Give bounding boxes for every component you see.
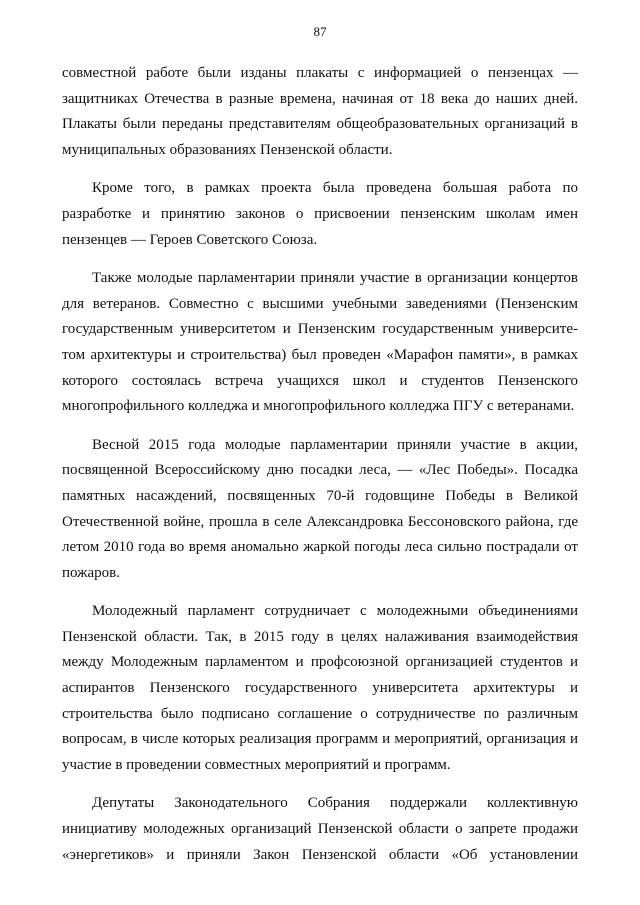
paragraph	[62, 433, 578, 587]
text-line: «энергетиков» и приняли Закон Пензенской области «Об установлении	[62, 846, 578, 863]
paragraph	[62, 791, 578, 868]
text-line: совместной работе были изданы плакаты с информацией о пензенцах —	[62, 65, 578, 81]
text-line: вопросам, в числе которых реализация программ и мероприятий, организация и	[62, 731, 578, 748]
text-line: Пензенской области. Так, в 2015 году в целях налаживания взаимодействия	[62, 628, 578, 645]
text-line: пожаров.	[62, 564, 121, 581]
text-line: муниципальных образованиях Пензенской области.	[62, 141, 393, 158]
text-line: защитниках Отечества в разные времена, начиная от 18 века до наших дней.	[62, 90, 578, 107]
text-line: посвященной Всероссийскому дню посадки леса, — «Лес Победы». Посадка	[62, 462, 578, 479]
text-line: памятных насаждений, посвященных 70-й годовщине Победы в Великой	[62, 487, 578, 504]
text-line: Отечественной войне, прошла в селе Александровка Бессоновского района, где	[62, 513, 578, 530]
paragraph	[62, 61, 578, 163]
text-line: том архитектуры и строительства) был проведен «Марафон памяти», в рамках	[62, 346, 578, 363]
text-line: пензенцев — Героев Советского Союза.	[62, 231, 318, 248]
page-number: 87	[313, 24, 327, 39]
text-line: инициативу молодежных организаций Пензенской области о запрете продажи	[62, 821, 578, 838]
text-line: Весной 2015 года молодые парламентарии приняли участие в акции,	[92, 436, 578, 453]
text-line: Депутаты Законодательного Собрания поддержали коллективную	[92, 795, 578, 812]
text-line: для ветеранов. Совместно с высшими учебными заведениями (Пензенским	[62, 295, 578, 312]
text-line: летом 2010 года во время аномально жаркой погоды леса сильно пострадали от	[62, 539, 578, 556]
text-line: Молодежный парламент сотрудничает с молодежными объединениями	[92, 603, 578, 620]
text-line: аспирантов Пензенского государственного университета архитектуры и	[62, 680, 578, 697]
text-line: между Молодежным парламентом и профсоюзной организацией студентов и	[62, 654, 578, 671]
text-line: Плакаты были переданы представителям общеобразовательных организаций в	[62, 116, 578, 133]
text-line: которого состоялась встреча учащихся школ и студентов Пензенского	[62, 372, 578, 389]
text-line: строительства было подписано соглашение о сотрудничестве по различным	[62, 705, 578, 722]
body-text	[62, 61, 578, 881]
text-line: Кроме того, в рамках проекта была проведена большая работа по	[92, 180, 578, 197]
paragraph	[62, 266, 578, 420]
text-line: многопрофильного колледжа и многопрофильного колледжа ПГУ с ветеранами.	[62, 398, 575, 415]
paragraph	[62, 176, 578, 253]
text-line: разработке и принятию законов о присвоении пензенским школам имен	[62, 205, 578, 222]
text-line: Также молодые парламентарии приняли участие в организации концертов	[92, 270, 578, 287]
text-line: государственным университетом и Пензенским государственным университе-	[62, 321, 578, 338]
text-line: участие в проведении совместных мероприятий и программ.	[62, 756, 451, 773]
paragraph	[62, 599, 578, 778]
